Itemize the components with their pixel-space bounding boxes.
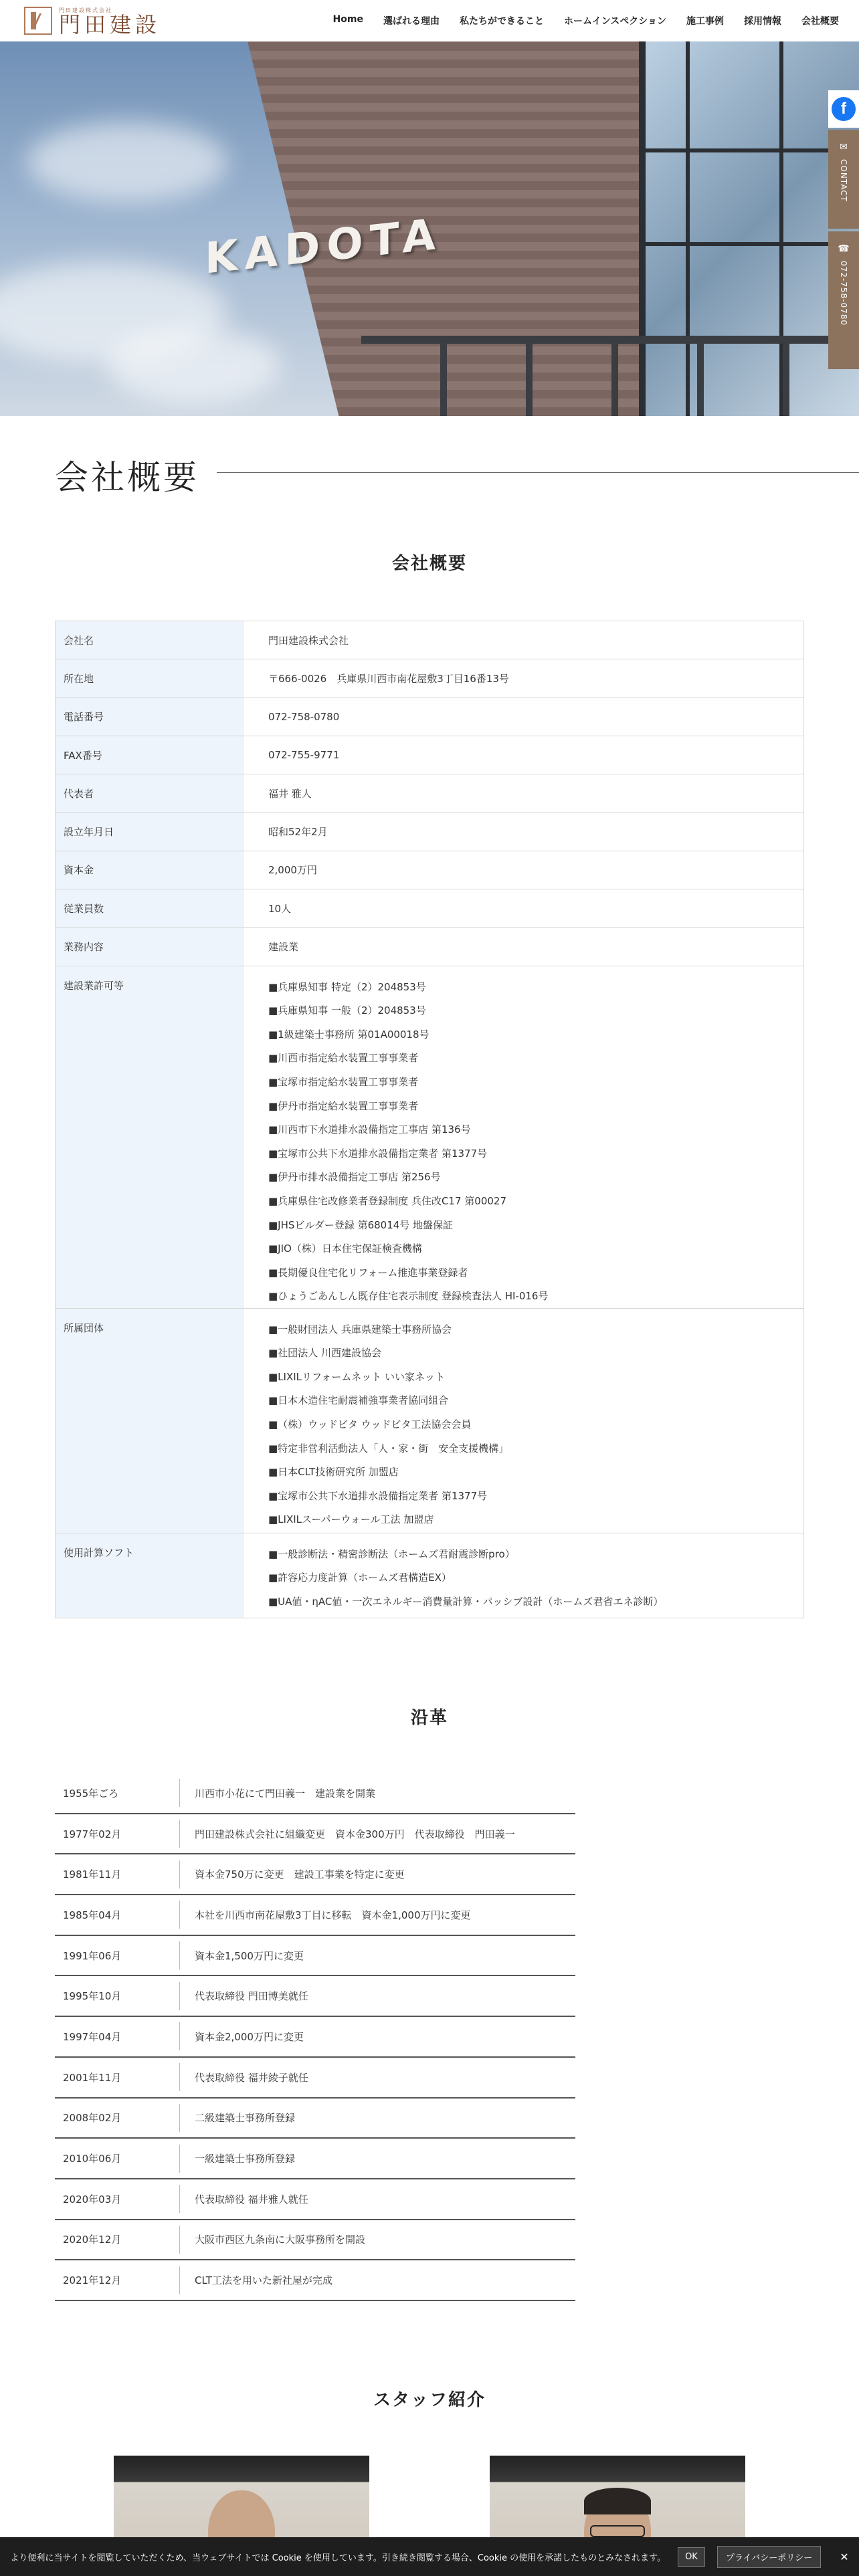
phone-icon: ☎	[838, 243, 850, 254]
nav-works[interactable]: 施工事例	[686, 16, 724, 27]
list-item: ■宝塚市公共下水道排水設備指定業者 第1377号	[268, 1489, 488, 1502]
table-row	[56, 851, 803, 889]
list-item: ■兵庫県知事 一般（2）204853号	[268, 1004, 426, 1017]
history-date: 2001年11月	[63, 2071, 122, 2084]
row-label: 電話番号	[56, 698, 244, 736]
table-row-memberships	[56, 1309, 803, 1533]
page-title: 会社概要	[55, 458, 199, 497]
list-item: ■許容応力度計算（ホームズ君構造EX）	[268, 1572, 452, 1584]
list-item: ■1級建築士事務所 第01A00018号	[268, 1028, 430, 1041]
history-date: 1985年04月	[63, 1909, 122, 1921]
staff-heading: スタッフ紹介	[373, 2390, 486, 2410]
overview-heading: 会社概要	[391, 554, 467, 574]
list-item: ■長期優良住宅化リフォーム推進事業登録者	[268, 1266, 468, 1279]
close-icon[interactable]: ✕	[840, 2550, 849, 2563]
logo[interactable]	[24, 7, 161, 35]
phone-tab[interactable]	[828, 231, 859, 369]
row-label: 設立年月日	[56, 813, 244, 850]
list-item: ■一般診断法・精密診断法（ホームズ君耐震診断pro）	[268, 1547, 515, 1560]
list-item: ■川西市下水道排水設備指定工事店 第136号	[268, 1123, 471, 1136]
table-row	[56, 889, 803, 928]
list-item: ■宝塚市公共下水道排水設備指定業者 第1377号	[268, 1147, 488, 1160]
row-label: 使用計算ソフト	[56, 1533, 244, 1618]
nav-reasons[interactable]: 選ばれる理由	[383, 16, 440, 27]
logo-mark-icon	[24, 7, 52, 35]
history-event: CLT工法を用いた新社屋が完成	[195, 2274, 332, 2287]
list-item: ■LIXILスーパーウォール工法 加盟店	[268, 1513, 434, 1526]
history-date: 1997年04月	[63, 2030, 122, 2043]
row-value: 昭和52年2月	[268, 826, 328, 839]
row-label: 資本金	[56, 851, 244, 889]
table-row	[55, 2179, 575, 2220]
list-item: ■JIO（株）日本住宅保証検査機構	[268, 1243, 422, 1255]
list-item: ■宝塚市指定給水装置工事事業者	[268, 1076, 419, 1089]
list-item: ■特定非営利活動法人「人・家・街 安全支援機構」	[268, 1442, 509, 1455]
cookie-text: より便利に当サイトを閲覧していただくため、当ウェブサイトでは Cookie を使用しています。引き続き閲覧する場合、Cookie の使用を承諾したものとみなされます。	[10, 2553, 666, 2563]
list-item: ■兵庫県住宅改修業者登録制度 兵住改C17 第00027	[268, 1195, 506, 1208]
row-value: 門田建設株式会社	[268, 634, 349, 647]
list-item: ■川西市指定給水装置工事事業者	[268, 1052, 419, 1065]
nav-recruit[interactable]: 採用情報	[744, 16, 781, 27]
history-date: 1955年ごろ	[63, 1787, 119, 1800]
table-row	[55, 1774, 575, 1814]
row-label: 従業員数	[56, 889, 244, 927]
history-event: 門田建設株式会社に組織変更 資本金300万円 代表取締役 門田義一	[195, 1828, 515, 1840]
table-row	[55, 2017, 575, 2058]
table-row	[55, 2220, 575, 2261]
history-event: 川西市小花にて門田義一 建設業を開業	[195, 1787, 376, 1800]
row-label: FAX番号	[56, 736, 244, 774]
table-row	[55, 1936, 575, 1977]
history-date: 2008年02月	[63, 2112, 122, 2125]
list-item: ■JHSビルダー登録 第68014号 地盤保証	[268, 1218, 454, 1231]
row-value: 建設業	[268, 941, 299, 954]
history-event: 大阪市西区九条南に大阪事務所を開設	[195, 2234, 366, 2246]
history-event: 代表取締役 門田博美就任	[195, 1990, 308, 2003]
history-event: 資本金1,500万円に変更	[195, 1949, 304, 1962]
logo-title: 門田建設	[59, 11, 161, 37]
table-row	[56, 659, 803, 697]
list-item: ■兵庫県知事 特定（2）204853号	[268, 980, 426, 993]
list-item: ■日本CLT技術研究所 加盟店	[268, 1466, 399, 1479]
title-divider	[217, 472, 859, 473]
history-event: 資本金2,000万円に変更	[195, 2030, 304, 2043]
cookie-banner	[0, 2537, 859, 2576]
cookie-ok-button[interactable]: OK	[678, 2547, 705, 2567]
list-item: ■（株）ウッドビタ ウッドビタ工法協会会員	[268, 1418, 472, 1431]
nav-home[interactable]: Home	[332, 14, 363, 25]
history-event: 代表取締役 福井雅人就任	[195, 2193, 308, 2206]
list-item: ■ひょうごあんしん既存住宅表示制度 登録検査法人 HI-016号	[268, 1290, 549, 1303]
history-event: 資本金750万に変更 建設工事業を特定に変更	[195, 1868, 405, 1881]
history-date: 2021年12月	[63, 2274, 122, 2287]
list-item: ■日本木造住宅耐震補強事業者協同組合	[268, 1394, 449, 1407]
main-nav	[333, 14, 839, 27]
contact-tab[interactable]	[828, 130, 859, 229]
history-event: 一級建築士事務所登録	[195, 2153, 296, 2165]
list-item: ■UA値・ηAC値・一次エネルギー消費量計算・パッシブ設計（ホームズ君省エネ診断）	[268, 1595, 664, 1608]
table-row	[55, 1814, 575, 1855]
list-item: ■伊丹市排水設備指定工事店 第256号	[268, 1171, 441, 1184]
mail-icon: ✉	[840, 142, 848, 152]
row-value[interactable]: 072-758-0780	[268, 710, 340, 723]
phone-tab-label: 072-758-0780	[839, 261, 848, 326]
list-item: ■一般財団法人 兵庫県建築士事務所協会	[268, 1323, 452, 1335]
table-row	[56, 698, 803, 736]
table-row	[56, 736, 803, 774]
table-row	[56, 621, 803, 659]
site-header	[0, 0, 859, 41]
list-item: ■LIXILリフォームネット いい家ネット	[268, 1370, 446, 1383]
history-date: 1977年02月	[63, 1828, 122, 1840]
history-heading: 沿革	[410, 1708, 448, 1728]
company-overview-table	[55, 621, 804, 1618]
table-row	[56, 813, 803, 851]
history-date: 2020年03月	[63, 2193, 122, 2206]
facebook-button[interactable]	[828, 90, 859, 128]
building-sign: KADOTA	[205, 209, 442, 284]
row-label: 業務内容	[56, 928, 244, 965]
row-value: 072-755-9771	[268, 749, 340, 762]
nav-company[interactable]: 会社概要	[801, 16, 839, 27]
row-value: 福井 雅人	[268, 787, 312, 800]
membership-list	[244, 1309, 803, 1533]
table-row-licenses	[56, 966, 803, 1309]
privacy-policy-button[interactable]: プライバシーポリシー	[717, 2546, 821, 2568]
row-value: 2,000万円	[268, 864, 317, 877]
row-label: 所在地	[56, 659, 244, 697]
table-row	[55, 2139, 575, 2179]
history-event: 二級建築士事務所登録	[195, 2112, 296, 2125]
table-row	[55, 1854, 575, 1895]
history-table	[55, 1774, 575, 2301]
history-event: 代表取締役 福井綾子就任	[195, 2071, 308, 2084]
list-item: ■伊丹市指定給水装置工事事業者	[268, 1099, 419, 1112]
row-label: 所属団体	[56, 1309, 244, 1533]
table-row	[55, 1976, 575, 2017]
row-value: 10人	[268, 902, 292, 915]
history-date: 2020年12月	[63, 2234, 122, 2246]
history-date: 1995年10月	[63, 1990, 122, 2003]
facebook-icon: f	[832, 97, 856, 121]
license-list	[244, 966, 803, 1308]
history-date: 2010年06月	[63, 2153, 122, 2165]
software-list	[244, 1533, 803, 1618]
hero-image	[0, 41, 859, 416]
table-row	[55, 2058, 575, 2099]
table-row	[56, 774, 803, 813]
logo-subtitle: 門田建設株式会社	[59, 7, 112, 13]
list-item: ■社団法人 川西建設協会	[268, 1347, 381, 1360]
contact-tab-label: CONTACT	[839, 159, 848, 202]
history-date: 1991年06月	[63, 1949, 122, 1962]
table-row	[55, 2260, 575, 2301]
row-value: 〒666-0026 兵庫県川西市南花屋敷3丁目16番13号	[268, 672, 509, 685]
table-row	[56, 928, 803, 966]
row-label: 建設業許可等	[56, 966, 244, 1308]
row-label: 会社名	[56, 621, 244, 659]
nav-services[interactable]: 私たちができること	[459, 16, 544, 27]
table-row	[55, 1895, 575, 1936]
nav-home-inspection[interactable]: ホームインスペクション	[563, 16, 666, 27]
row-label: 代表者	[56, 774, 244, 812]
history-event: 本社を川西市南花屋敷3丁目に移転 資本金1,000万円に変更	[195, 1909, 471, 1921]
history-date: 1981年11月	[63, 1868, 122, 1881]
table-row-software	[56, 1533, 803, 1618]
table-row	[55, 2099, 575, 2139]
